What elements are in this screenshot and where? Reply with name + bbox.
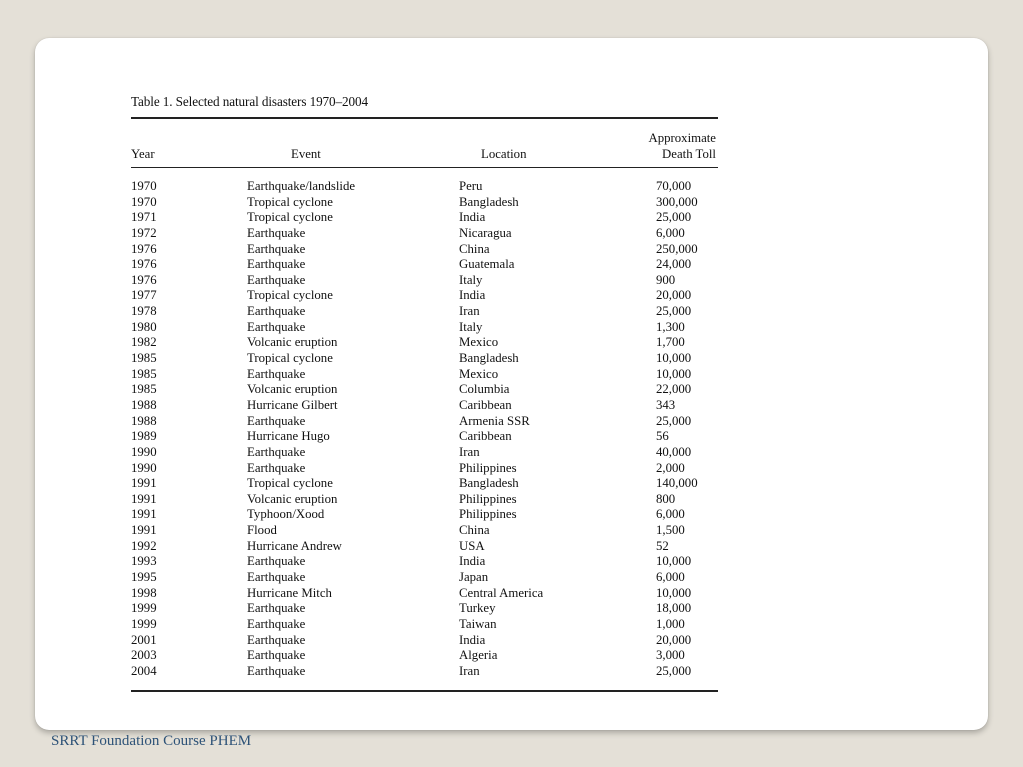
cell-year: 1991 (131, 491, 157, 506)
cell-year: 1982 (131, 335, 157, 350)
cell-event: Hurricane Andrew (247, 538, 342, 553)
cell-location: Caribbean (459, 429, 512, 444)
cell-death-toll: 250,000 (656, 241, 698, 256)
cell-year: 1990 (131, 460, 157, 475)
cell-event: Tropical cyclone (247, 476, 333, 491)
cell-death-toll: 800 (656, 491, 676, 506)
cell-event: Earthquake (247, 570, 306, 585)
cell-year: 1985 (131, 351, 157, 366)
cell-death-toll: 52 (656, 538, 669, 553)
table-row (131, 586, 718, 602)
table-row (131, 429, 718, 445)
cell-location: Columbia (459, 382, 510, 397)
cell-death-toll: 25,000 (656, 663, 692, 678)
cell-location: Iran (459, 444, 480, 459)
cell-year: 1976 (131, 257, 157, 272)
cell-location: Bangladesh (459, 194, 519, 209)
cell-death-toll: 10,000 (656, 585, 692, 600)
cell-year: 1991 (131, 523, 157, 538)
cell-death-toll: 10,000 (656, 366, 692, 381)
cell-location: Philippines (459, 507, 517, 522)
cell-event: Earthquake (247, 444, 306, 459)
cell-death-toll: 20,000 (656, 288, 692, 303)
cell-year: 1971 (131, 210, 157, 225)
header-event: Event (291, 147, 321, 161)
cell-event: Tropical cyclone (247, 194, 333, 209)
cell-year: 1993 (131, 554, 157, 569)
cell-event: Typhoon/Xood (247, 507, 325, 522)
cell-event: Flood (247, 523, 277, 538)
table-row (131, 288, 718, 304)
cell-location: Japan (459, 570, 489, 585)
cell-death-toll: 1,300 (656, 319, 685, 334)
cell-death-toll: 70,000 (656, 179, 692, 193)
cell-event: Earthquake (247, 460, 306, 475)
cell-location: China (459, 523, 490, 538)
cell-death-toll: 22,000 (656, 382, 692, 397)
table-row (131, 461, 718, 477)
cell-event: Earthquake (247, 319, 306, 334)
table-row (131, 633, 718, 649)
cell-location: Guatemala (459, 257, 515, 272)
table-row (131, 335, 718, 351)
cell-year: 1988 (131, 397, 157, 412)
bottom-rule (131, 690, 718, 692)
cell-event: Earthquake (247, 257, 306, 272)
cell-location: Taiwan (459, 616, 497, 631)
cell-location: India (459, 554, 486, 569)
cell-event: Earthquake (247, 413, 306, 428)
cell-death-toll: 900 (656, 272, 676, 287)
table-row (131, 257, 718, 273)
table-row (131, 414, 718, 430)
table-row (131, 195, 718, 211)
cell-year: 2003 (131, 648, 157, 663)
header-location: Location (481, 147, 527, 161)
cell-year: 1976 (131, 272, 157, 287)
cell-location: Bangladesh (459, 476, 519, 491)
table-row (131, 648, 718, 664)
table-row (131, 367, 718, 383)
cell-location: China (459, 241, 490, 256)
cell-event: Earthquake (247, 601, 306, 616)
table-row (131, 492, 718, 508)
cell-event: Earthquake (247, 648, 306, 663)
cell-year: 1998 (131, 585, 157, 600)
cell-event: Earthquake (247, 616, 306, 631)
disaster-table (131, 92, 718, 692)
cell-death-toll: 25,000 (656, 210, 692, 225)
cell-year: 1970 (131, 194, 157, 209)
cell-location: Mexico (459, 335, 499, 350)
cell-event: Earthquake (247, 241, 306, 256)
cell-year: 1977 (131, 288, 157, 303)
cell-death-toll: 1,000 (656, 616, 685, 631)
cell-location: Iran (459, 663, 480, 678)
cell-location: Philippines (459, 460, 517, 475)
table-row (131, 179, 718, 195)
cell-event: Volcanic eruption (247, 491, 338, 506)
table-row (131, 398, 718, 414)
cell-death-toll: 6,000 (656, 570, 685, 585)
table-row (131, 242, 718, 258)
cell-location: Central America (459, 585, 544, 600)
cell-death-toll: 20,000 (656, 632, 692, 647)
cell-death-toll: 25,000 (656, 413, 692, 428)
cell-year: 1995 (131, 570, 157, 585)
cell-year: 2004 (131, 663, 157, 678)
table-row (131, 320, 718, 336)
cell-event: Earthquake (247, 663, 306, 678)
cell-death-toll: 1,700 (656, 335, 685, 350)
cell-event: Hurricane Mitch (247, 585, 332, 600)
cell-event: Earthquake (247, 632, 306, 647)
cell-year: 1985 (131, 382, 157, 397)
table-row (131, 226, 718, 242)
cell-location: Bangladesh (459, 351, 519, 366)
cell-death-toll: 10,000 (656, 351, 692, 366)
cell-year: 1999 (131, 601, 157, 616)
table-row (131, 617, 718, 633)
table-row (131, 539, 718, 555)
cell-death-toll: 343 (656, 397, 676, 412)
cell-death-toll: 24,000 (656, 257, 692, 272)
cell-event: Earthquake (247, 554, 306, 569)
cell-event: Tropical cyclone (247, 210, 333, 225)
cell-year: 1972 (131, 225, 157, 240)
header-year: Year (131, 147, 155, 161)
cell-year: 1990 (131, 444, 157, 459)
cell-event: Volcanic eruption (247, 335, 338, 350)
table-row (131, 351, 718, 367)
cell-death-toll: 6,000 (656, 507, 685, 522)
cell-location: India (459, 632, 486, 647)
slide-card (35, 38, 988, 730)
cell-event: Earthquake (247, 304, 306, 319)
table-row (131, 382, 718, 398)
cell-location: Italy (459, 272, 483, 287)
cell-death-toll: 2,000 (656, 460, 685, 475)
cell-event: Tropical cyclone (247, 288, 333, 303)
cell-death-toll: 56 (656, 429, 669, 444)
cell-year: 1978 (131, 304, 157, 319)
cell-year: 1970 (131, 179, 157, 193)
table-row (131, 304, 718, 320)
cell-event: Earthquake (247, 272, 306, 287)
table-row (131, 476, 718, 492)
table-row (131, 523, 718, 539)
cell-location: Iran (459, 304, 480, 319)
cell-location: Mexico (459, 366, 499, 381)
cell-year: 1999 (131, 616, 157, 631)
table-row (131, 210, 718, 226)
cell-location: India (459, 288, 486, 303)
cell-year: 1991 (131, 476, 157, 491)
cell-death-toll: 140,000 (656, 476, 698, 491)
cell-year: 1980 (131, 319, 157, 334)
cell-location: Turkey (459, 601, 496, 616)
table-row (131, 554, 718, 570)
cell-location: Caribbean (459, 397, 512, 412)
table-caption: Table 1. Selected natural disasters 1970–2004 (131, 94, 369, 109)
cell-event: Earthquake (247, 366, 306, 381)
cell-death-toll: 3,000 (656, 648, 685, 663)
cell-year: 2001 (131, 632, 157, 647)
cell-death-toll: 18,000 (656, 601, 692, 616)
cell-death-toll: 40,000 (656, 444, 692, 459)
header-death-toll: Approximate Death Toll (648, 131, 716, 161)
table-header (131, 119, 718, 167)
cell-location: Armenia SSR (459, 413, 530, 428)
cell-death-toll: 25,000 (656, 304, 692, 319)
cell-death-toll: 6,000 (656, 225, 685, 240)
cell-event: Earthquake (247, 225, 306, 240)
cell-year: 1976 (131, 241, 157, 256)
cell-year: 1991 (131, 507, 157, 522)
table-body (131, 168, 718, 690)
cell-event: Volcanic eruption (247, 382, 338, 397)
cell-event: Hurricane Hugo (247, 429, 330, 444)
footer-course-name: SRRT Foundation Course PHEM (51, 733, 252, 749)
table-row (131, 601, 718, 617)
cell-location: Peru (459, 179, 483, 193)
cell-location: Nicaragua (459, 225, 512, 240)
cell-death-toll: 10,000 (656, 554, 692, 569)
table-row (131, 273, 718, 289)
table-row (131, 445, 718, 461)
table-row (131, 664, 718, 680)
cell-location: Philippines (459, 491, 517, 506)
cell-location: India (459, 210, 486, 225)
cell-event: Tropical cyclone (247, 351, 333, 366)
cell-year: 1992 (131, 538, 157, 553)
cell-location: Italy (459, 319, 483, 334)
cell-location: Algeria (459, 648, 498, 663)
table-row (131, 570, 718, 586)
cell-event: Hurricane Gilbert (247, 397, 338, 412)
cell-death-toll: 300,000 (656, 194, 698, 209)
table-row (131, 507, 718, 523)
cell-year: 1985 (131, 366, 157, 381)
cell-year: 1988 (131, 413, 157, 428)
cell-death-toll: 1,500 (656, 523, 685, 538)
cell-event: Earthquake/landslide (247, 179, 356, 193)
cell-location: USA (459, 538, 485, 553)
cell-year: 1989 (131, 429, 157, 444)
